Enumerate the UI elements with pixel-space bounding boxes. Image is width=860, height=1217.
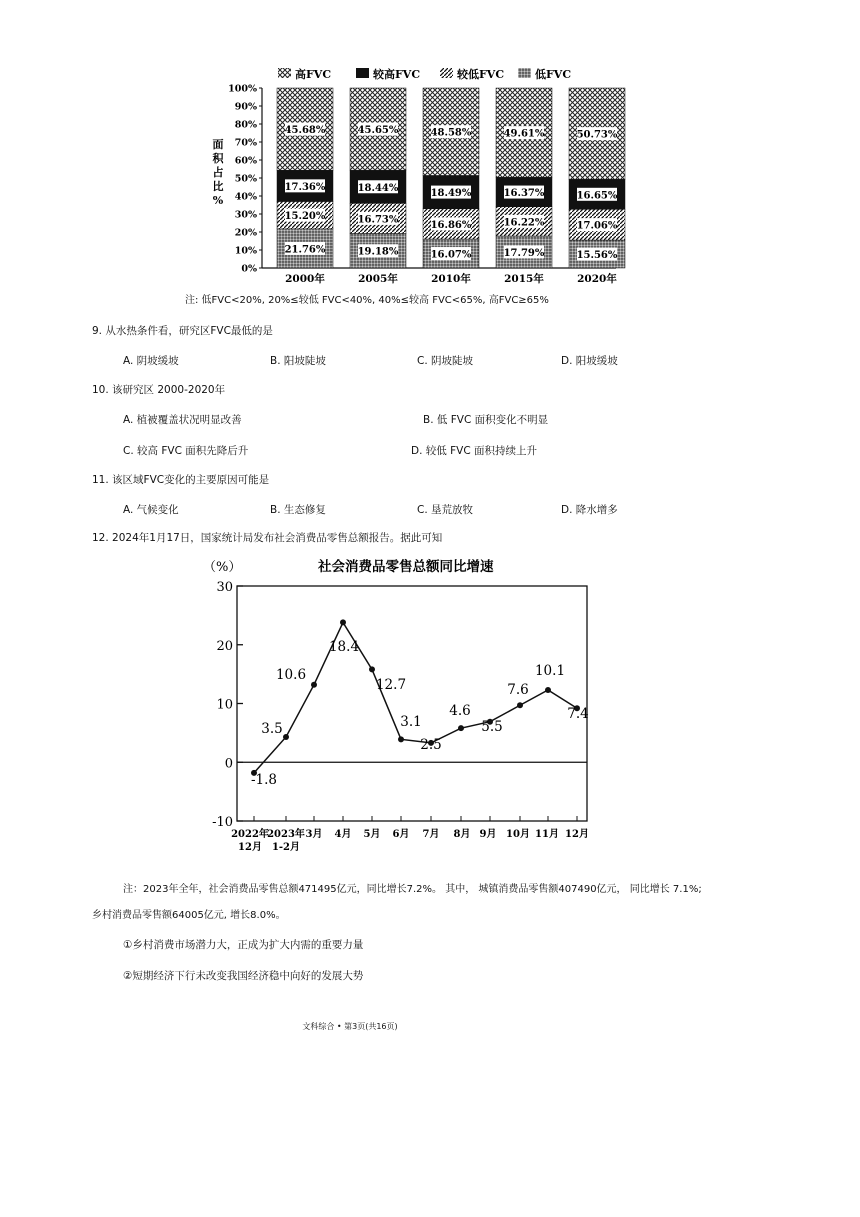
retail-x-tick-label: 4月 — [334, 829, 352, 840]
fvc-y-tick-label: 30% — [234, 209, 257, 221]
legend-label-3: 低FVC — [535, 68, 572, 81]
fvc-data-label: 45.68% — [284, 125, 326, 137]
retail-data-label: 3.5 — [261, 721, 283, 737]
fvc-data-label: 16.37% — [503, 188, 545, 200]
page-footer: 文科综合 • 第3页(共16页) — [302, 1022, 398, 1031]
retail-plot-frame — [237, 586, 587, 821]
legend-label-2: 较低FVC — [457, 68, 505, 81]
retail-chart-unit: （%） — [203, 560, 242, 575]
retail-data-label: 2.5 — [420, 737, 442, 753]
fvc-y-tick-label: 20% — [234, 227, 257, 239]
fvc-y-tick-label: 90% — [234, 101, 257, 113]
retail-data-label: 7.4 — [567, 706, 589, 722]
fvc-y-tick-label: 80% — [234, 119, 257, 131]
retail-data-label: 3.1 — [400, 714, 422, 730]
retail-data-label: 4.6 — [449, 703, 471, 719]
question-11-stem: 11. 该区域FVC变化的主要原因可能是 — [92, 474, 270, 486]
question-9-stem: 9. 从水热条件看，研究区FVC最低的是 — [92, 325, 273, 337]
fvc-data-label: 45.65% — [357, 125, 399, 137]
fvc-data-label: 18.44% — [357, 182, 399, 194]
retail-note-line-1: 注：2023年全年，社会消费品零售总额471495亿元，同比增长7.2%。 其中， 城镇消费品零售额407490亿元， 同比增长 7.1%; — [123, 884, 702, 895]
retail-data-label: 5.5 — [481, 719, 503, 735]
fvc-data-label: 50.73% — [576, 129, 618, 141]
legend-swatch-2 — [440, 68, 453, 78]
legend-label-0: 高FVC — [295, 68, 332, 81]
fvc-data-label: 17.79% — [503, 247, 545, 259]
retail-note-line-2: 乡村消费品零售额64005亿元, 增长8.0%。 — [92, 910, 286, 921]
fvc-data-label: 16.86% — [430, 219, 472, 231]
fvc-ylabel-char: 占 — [212, 166, 224, 179]
fvc-ylabel-char: % — [212, 194, 224, 207]
retail-x-tick-label: 2023年 — [267, 829, 305, 840]
fvc-x-tick-label: 2010年 — [431, 273, 471, 285]
question-9-option-a: A. 阴坡缓坡 — [123, 355, 179, 367]
retail-x-tick-label: 12月 — [238, 842, 262, 853]
fvc-data-label: 21.76% — [284, 244, 326, 256]
retail-data-label: 10.6 — [275, 667, 307, 683]
fvc-x-tick-label: 2015年 — [504, 273, 544, 285]
retail-data-point — [545, 687, 551, 693]
question-9-option-d: D. 阳坡缓坡 — [561, 355, 618, 367]
retail-chart-title: 社会消费品零售总额同比增速 — [318, 559, 494, 575]
fvc-y-tick-label: 60% — [234, 155, 257, 167]
retail-x-tick-label: 6月 — [392, 829, 410, 840]
fvc-y-tick-label: 0% — [241, 263, 257, 275]
fvc-y-tick-label: 40% — [234, 191, 257, 203]
fvc-data-label: 48.58% — [430, 127, 472, 139]
fvc-ylabel-char: 比 — [212, 180, 224, 193]
legend-swatch-1 — [356, 68, 369, 78]
retail-data-label: -1.8 — [250, 772, 278, 788]
question-9-option-b: B. 阳坡陡坡 — [270, 355, 326, 367]
retail-x-tick-label: 2022年 — [231, 829, 269, 840]
statement-1: ①乡村消费市场潜力大，正成为扩大内需的重要力量 — [123, 939, 364, 951]
retail-x-tick-label: 12月 — [565, 829, 589, 840]
retail-data-point — [517, 702, 523, 708]
retail-y-tick-label: 30 — [216, 580, 233, 595]
fvc-x-tick-label: 2000年 — [285, 273, 325, 285]
question-10-option-a: A. 植被覆盖状况明显改善 — [123, 414, 242, 426]
retail-growth-line-chart — [0, 550, 860, 860]
fvc-data-label: 16.22% — [503, 217, 545, 229]
legend-label-1: 较高FVC — [373, 68, 421, 81]
fvc-data-label: 17.36% — [284, 181, 326, 193]
fvc-x-tick-label: 2005年 — [358, 273, 398, 285]
fvc-stacked-bar-chart — [0, 0, 860, 300]
fvc-y-tick-label: 100% — [228, 83, 257, 95]
retail-x-tick-label: 10月 — [506, 829, 530, 840]
fvc-ylabel-char: 积 — [212, 152, 224, 165]
retail-data-label: 7.6 — [507, 682, 529, 698]
retail-x-tick-label: 3月 — [305, 829, 323, 840]
retail-x-tick-label: 9月 — [479, 829, 497, 840]
fvc-data-label: 15.20% — [284, 211, 326, 223]
fvc-data-label: 18.49% — [430, 188, 472, 200]
legend-swatch-3 — [518, 68, 531, 78]
fvc-data-label: 16.07% — [430, 249, 472, 261]
fvc-data-label: 15.56% — [576, 249, 618, 261]
retail-y-tick-label: 10 — [216, 697, 233, 713]
retail-x-tick-label: 1-2月 — [271, 842, 301, 853]
retail-data-point — [369, 666, 375, 672]
fvc-data-label: 19.18% — [357, 246, 399, 258]
retail-y-tick-label: -10 — [212, 815, 233, 830]
retail-x-tick-label: 5月 — [363, 829, 381, 840]
question-11-option-c: C. 垦荒放牧 — [417, 504, 474, 516]
fvc-data-label: 16.65% — [576, 190, 618, 202]
legend-swatch-0 — [278, 68, 291, 78]
question-11-option-b: B. 生态修复 — [270, 504, 326, 516]
retail-data-label: 12.7 — [375, 677, 407, 693]
question-10-option-d: D. 较低 FVC 面积持续上升 — [411, 445, 537, 457]
fvc-y-tick-label: 10% — [234, 245, 257, 257]
retail-data-point — [311, 682, 317, 688]
retail-data-point — [458, 725, 464, 731]
retail-data-point — [340, 619, 346, 625]
retail-data-point — [283, 734, 289, 740]
question-10-option-c: C. 较高 FVC 面积先降后升 — [123, 445, 249, 457]
retail-data-point — [398, 736, 404, 742]
fvc-data-label: 49.61% — [503, 128, 545, 140]
retail-data-label: 18.4 — [328, 639, 360, 655]
fvc-data-label: 17.06% — [576, 220, 618, 232]
fvc-y-tick-label: 50% — [234, 173, 257, 185]
fvc-definition-note: 注: 低FVC<20%, 20%≤较低 FVC<40%, 40%≤较高 FVC<65%, 高FVC≥65% — [185, 295, 549, 306]
question-11-option-d: D. 降水增多 — [561, 504, 618, 516]
fvc-data-label: 16.73% — [357, 214, 399, 226]
question-12-stem: 12. 2024年1月17日，国家统计局发布社会消费品零售总额报告。据此可知 — [92, 532, 443, 544]
question-10-stem: 10. 该研究区 2000-2020年 — [92, 384, 226, 396]
question-10-option-b: B. 低 FVC 面积变化不明显 — [423, 414, 549, 426]
fvc-x-tick-label: 2020年 — [577, 273, 617, 285]
fvc-ylabel-char: 面 — [212, 138, 224, 151]
question-11-option-a: A. 气候变化 — [123, 504, 179, 516]
retail-x-tick-label: 7月 — [422, 829, 440, 840]
retail-y-tick-label: 0 — [224, 756, 233, 772]
question-9-option-c: C. 阴坡陡坡 — [417, 355, 474, 367]
retail-x-tick-label: 11月 — [535, 829, 559, 840]
retail-y-tick-label: 20 — [216, 638, 233, 654]
retail-data-label: 10.1 — [534, 663, 566, 679]
retail-x-tick-label: 8月 — [453, 829, 471, 840]
fvc-y-tick-label: 70% — [234, 137, 257, 149]
statement-2: ②短期经济下行未改变我国经济稳中向好的发展大势 — [123, 970, 364, 982]
